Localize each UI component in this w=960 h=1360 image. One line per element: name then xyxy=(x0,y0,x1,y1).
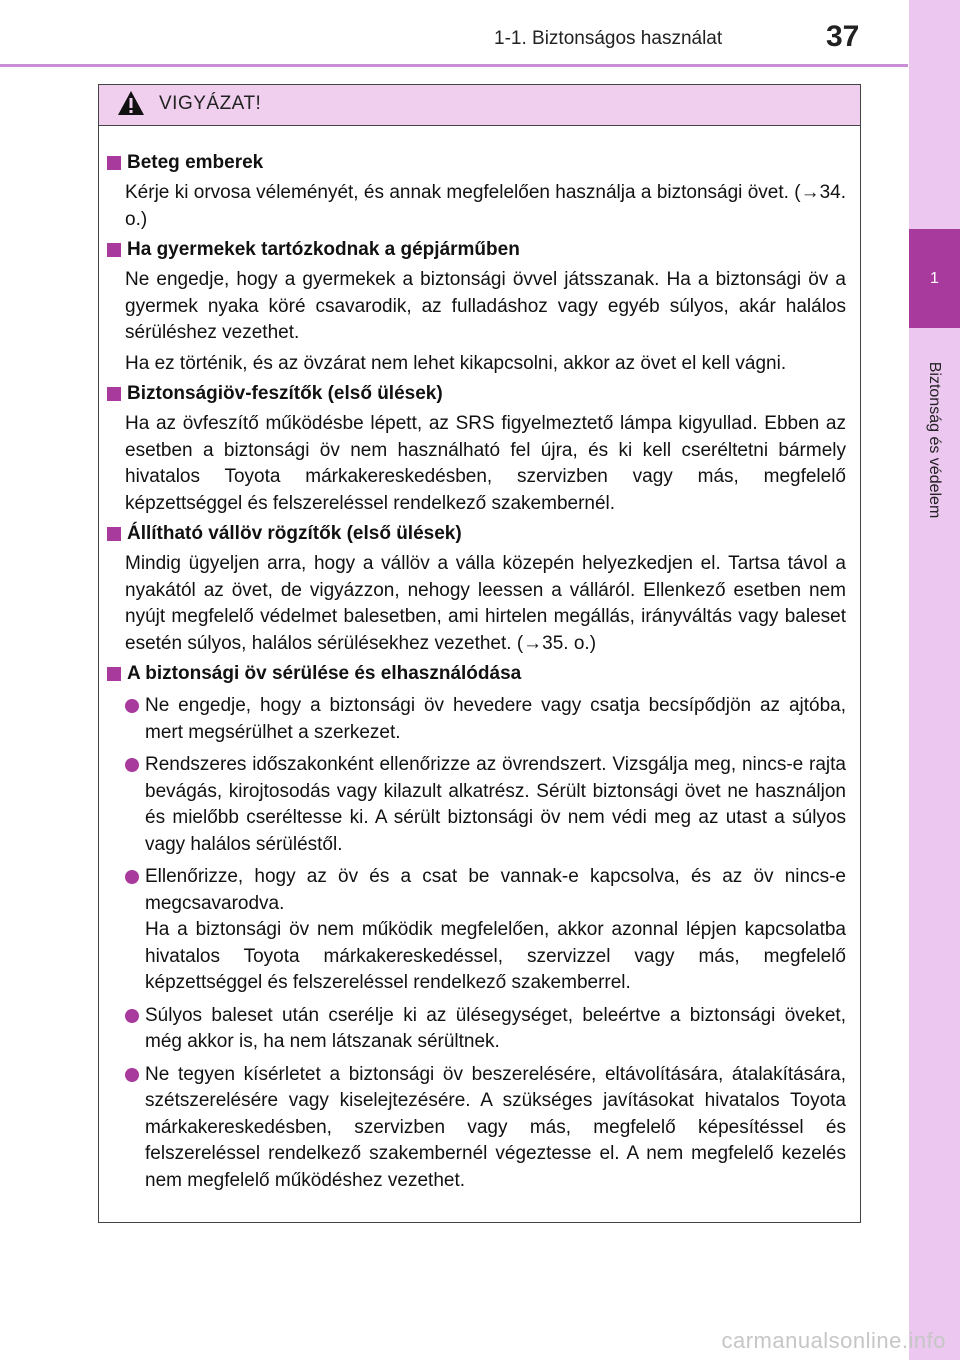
bullet-item: Ne engedje, hogy a biztonsági öv hevedere vagy csatja becsípődjön az ajtóba, mert megsérülhet a szerkezet. xyxy=(107,693,846,746)
bullet-text: Ellenőrizze, hogy az öv és a csat be vannak-e kapcsolva, és az öv nincs-e megcsavarodva. xyxy=(145,866,846,914)
section-text: Ne engedje, hogy a gyermekek a biztonsági övvel játsszanak. Ha a biztonsági öv a gyermek nyaka köré csavarodik, az fulladáshoz vagy egyéb súlyos, akár halálos sérüléshez vezethet. xyxy=(125,269,846,343)
section-heading: Állítható vállöv rögzítők (első ülések) xyxy=(107,521,846,547)
caution-box xyxy=(98,84,861,1223)
bullet-item: Ne tegyen kísérletet a biztonsági öv beszerelésére, eltávolítására, átalakítására, szétszerelésére vagy kiselejtezésére. A szükséges javításokat hivatalos Toyota márkakereskedésben, szervizben vagy más, megfelelő képesítéssel és felszereléssel rendelkező szakembernél végeztesse el. A nem megfelelő kezelés nem megfelelő működéshez vezethet. xyxy=(107,1062,846,1195)
section-heading: Beteg emberek xyxy=(107,150,846,176)
section-title: 1-1. Biztonságos használat xyxy=(494,28,723,49)
side-tab xyxy=(909,0,960,1360)
bullet-item xyxy=(107,864,846,997)
watermark: carmanualsonline.info xyxy=(721,1328,946,1353)
page-number: 37 xyxy=(826,20,860,53)
caution-header xyxy=(99,85,860,126)
section-text: Kérje ki orvosa véleményét, és annak megfelelően használja a biztonsági övet. (→34. o.) xyxy=(125,182,846,230)
section-text: Ha ez történik, és az övzárat nem lehet kikapcsolni, akkor az övet el kell vágni. xyxy=(125,352,787,374)
header-divider xyxy=(0,64,908,67)
bullet-item: Súlyos baleset után cserélje ki az ülésegységet, beleértve a biztonsági öveket, még akkor is, ha nem látszanak sérültnek. xyxy=(107,1003,846,1056)
caution-title: VIGYÁZAT! xyxy=(159,93,262,114)
warning-triangle-icon xyxy=(117,90,145,116)
section-text: Ha az övfeszítő működésbe lépett, az SRS figyelmeztető lámpa kigyullad. Ebben az esetben a biztonsági öv nem használható fel újra, és ki kell cseréltetni bármely hivatalos Toyota márkakereskedésben, szervizben vagy más, megfelelő képzettséggel és felszereléssel rendelkező szakembernél. xyxy=(125,413,846,514)
section-text: Mindig ügyeljen arra, hogy a vállöv a válla közepén helyezkedjen el. Tartsa távol a nyakától az övet, de vigyázzon, nehogy leessen a válláról. Ellenkező esetben nem nyújt megfelelő védelmet balesetben, ami hirtelen megállás, irányváltás vagy baleset esetén súlyos, halálos sérülésekhez vezethet. (→35. o.) xyxy=(125,553,846,654)
chapter-number: 1 xyxy=(909,229,960,328)
section-heading: Ha gyermekek tartózkodnak a gépjárműben xyxy=(107,237,846,263)
bullet-item: Rendszeres időszakonként ellenőrizze az övrendszert. Vizsgálja meg, nincs-e rajta bevágás, kirojtosodás vagy kilazult alkatrész. Sérült biztonsági övet ne használjon és mielőbb cseréltesse ki. A sérült biztonsági öv nem védi meg az utast a súlyos vagy halálos sérüléstől. xyxy=(107,752,846,858)
chapter-label: Biztonság és védelem xyxy=(926,361,943,519)
caution-body xyxy=(99,125,860,1194)
section-heading: A biztonsági öv sérülése és elhasználódása xyxy=(107,661,846,687)
bullet-text-continued: Ha a biztonsági öv nem működik megfelelően, akkor azonnal lépjen kapcsolatba hivatalos Toyota márkakereskedéssel, szervizzel vagy más, megfelelő képzettséggel és felszereléssel rendelkező szakemberrel. xyxy=(145,919,846,993)
section-heading: Biztonságiöv-feszítők (első ülések) xyxy=(107,381,846,407)
